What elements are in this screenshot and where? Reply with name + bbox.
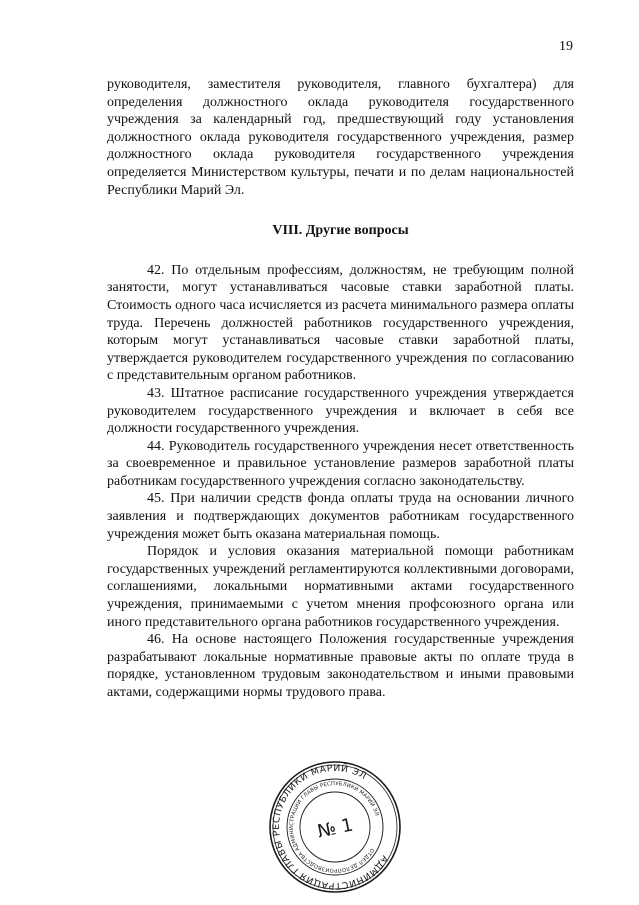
paragraph-45: 45. При наличии средств фонда оплаты труда на основании личного заявления и подтверждающих документов работникам государственного учреждения может быть оказана материальная помощь.: [107, 491, 574, 542]
document-body: [107, 76, 574, 702]
paragraph-46: 46. На основе настоящего Положения государственные учреждения разрабатывают локальные нормативные правовые акты по оплате труда в порядке, установленном трудовым законодательством и иными правовыми актами, содержащими нормы трудового права.: [107, 632, 574, 700]
paragraph-material-aid: Порядок и условия оказания материальной помощи работникам государственных учреждений регламентируются коллективными договорами, соглашениями, локальными нормативными актами государственного учреждения, принимаемыми с учетом мнения профсоюзного органа или иного представительного органа работников государственного учреждения.: [107, 544, 574, 630]
intro-paragraph: руководителя, заместителя руководителя, главного бухгалтера) для определения должностного оклада руководителя государственного учреждения за календарный год, предшествующий году установления должностного оклада руководителя государственного учреждения, размер должностного оклада руководителя государственного учреждения определяется Министерством культуры, печати и по делам национальностей Республики Марий Эл.: [107, 77, 574, 198]
stamp-number: № 1: [315, 814, 356, 843]
section-title: VIII. Другие вопросы: [272, 223, 409, 239]
paragraph-43: 43. Штатное расписание государственного учреждения утверждается руководителем государственного учреждения и включает в себя все должности государственного учреждения.: [107, 385, 574, 437]
official-stamp: [268, 760, 402, 894]
page-number: 19: [559, 39, 573, 54]
paragraph-42: 42. По отдельным профессиям, должностям, не требующим полной занятости, могут устанавливаться часовые ставки заработной платы. Стоимость одного часа исчисляется из расчета минимального размера оплаты труда. Перечень должностей работников государственного учреждения, которым могут устанавливаться часовые ставки заработной платы, утверждается руководителем государственного учреждения по согласованию с представительным органом работников.: [107, 262, 574, 384]
paragraph-44: 44. Руководитель государственного учреждения несет ответственность за своевременное и правильное установление размеров заработной платы работникам государственного учреждения согласно законодательству.: [107, 438, 574, 489]
stamp-inner-text: ОТДЕЛ ДЕЛОПРОИЗВОДСТВА АДМИНИСТРАЦИИ ГЛАВЫ РЕСПУБЛИКИ МАРИЙ ЭЛ: [288, 780, 380, 874]
stamp-outer-text: АДМИНИСТРАЦИЯ ГЛАВЫ РЕСПУБЛИКИ МАРИЙ ЭЛ: [270, 762, 391, 892]
